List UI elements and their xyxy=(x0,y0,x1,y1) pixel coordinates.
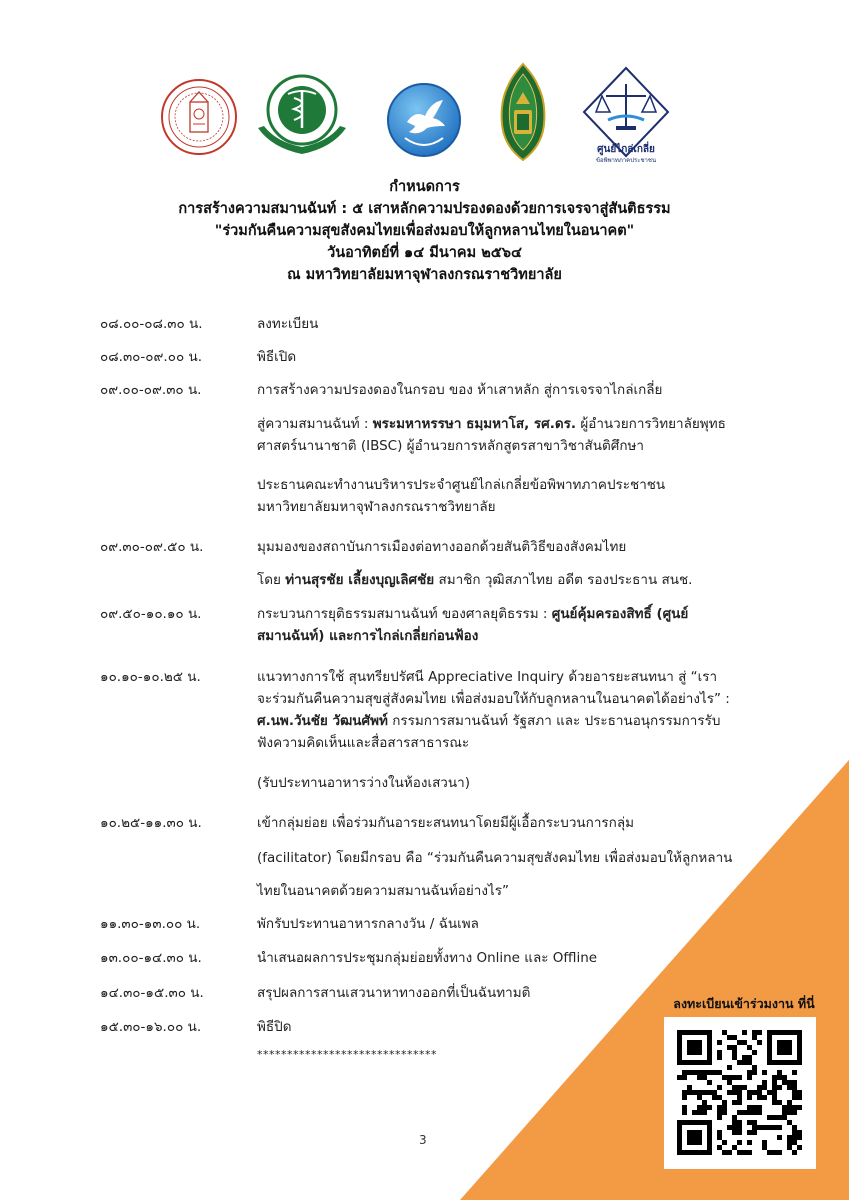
text-segment: แนวทางการใช้ สุนทรียปรัศนี Appreciative Inquiry ด้วยอารยะสนทนา สู่ “เรา xyxy=(257,669,718,685)
text-segment: ศาสตร์นานาชาติ (IBSC) ผู้อำนวยการหลักสูตรสาขาวิชาสันติศึกษา xyxy=(257,438,644,454)
description-line xyxy=(257,379,777,401)
green-shield-emblem-logo xyxy=(498,62,548,162)
schedule-time: ๐๙.๐๐-๐๙.๓๐ น. xyxy=(100,382,202,398)
speaker-name: ศ.นพ.วันชัย วัฒนศัพท์ xyxy=(257,713,388,729)
schedule-time: ๐๙.๓๐-๐๙.๕๐ น. xyxy=(100,539,204,555)
description-line xyxy=(257,346,777,368)
description-line xyxy=(257,732,777,754)
header-venue: ณ มหาวิทยาลัยมหาจุฬาลงกรณราชวิทยาลัย xyxy=(287,267,562,283)
text-segment: การสร้างความปรองดองในกรอบ ของ ห้าเสาหลัก สู่การเจรจาไกล่เกลี่ย xyxy=(257,382,663,398)
schedule-time: ๐๘.๓๐-๐๙.๐๐ น. xyxy=(100,349,202,365)
text-segment: สมาชิก วุฒิสภาไทย อดีต รองประธาน สนช. xyxy=(434,572,693,588)
speaker-name: พระมหาหรรษา ธมฺมหาโส, รศ.ดร. xyxy=(372,416,577,432)
schedule-description xyxy=(257,474,777,518)
text-segment: สู่ความสมานฉันท์ : xyxy=(257,416,373,432)
speaker-name: สมานฉันท์) และการไกล่เกลี่ยก่อนฟ้อง xyxy=(257,628,479,644)
text-segment: สรุปผลการสานเสวนาหาทางออกที่เป็นฉันทามติ xyxy=(257,985,531,1001)
description-line xyxy=(257,847,777,869)
schedule-description xyxy=(257,536,777,558)
schedule-time: ๐๘.๐๐-๐๘.๓๐ น. xyxy=(100,316,203,332)
schedule-description xyxy=(257,847,777,869)
description-line xyxy=(257,536,777,558)
text-segment: ประธานคณะทำงานบริหารประจำศูนย์ไกล่เกลี่ยข้อพิพาทภาคประชาชน xyxy=(257,477,666,493)
text-segment: โดย xyxy=(257,572,286,588)
schedule-time: ๑๔.๓๐-๑๕.๓๐ น. xyxy=(100,985,204,1001)
description-line xyxy=(257,413,777,435)
text-segment: มุมมองของสถาบันการเมืองต่อทางออกด้วยสันติวิธีของสังคมไทย xyxy=(257,539,627,555)
description-line xyxy=(257,474,777,496)
header-date: วันอาทิตย์ที่ ๑๔ มีนาคม ๒๕๖๔ xyxy=(327,245,522,261)
speaker-name: ศูนย์คุ้มครองสิทธิ์ (ศูนย์ xyxy=(551,606,689,622)
page-number: 3 xyxy=(419,1133,427,1147)
schedule-time: ๑๐.๑๐-๑๐.๒๕ น. xyxy=(100,669,201,685)
text-segment: พิธีปิด xyxy=(257,1019,292,1035)
schedule-description xyxy=(257,346,777,368)
qr-caption: ลงทะเบียนเข้าร่วมงาน ที่นี่ xyxy=(673,996,815,1011)
description-line xyxy=(257,710,777,732)
peace-dove-logo xyxy=(385,80,463,160)
ministry-public-health-logo xyxy=(252,70,352,160)
schedule-description xyxy=(257,569,777,591)
text-segment: ไทยในอนาคตด้วยความสมานฉันท์อย่างไร” xyxy=(257,883,509,899)
schedule-description xyxy=(257,913,777,935)
description-line xyxy=(257,772,777,794)
schedule-description xyxy=(257,603,777,647)
stars-divider: ****************************** xyxy=(257,1048,437,1061)
text-segment: กระบวนการยุติธรรมสมานฉันท์ ของศาลยุติธรรม : xyxy=(257,606,552,622)
text-segment: ฟังความคิดเห็นและสื่อสารสาธารณะ xyxy=(257,735,470,751)
registration-qr-code[interactable] xyxy=(664,1017,816,1169)
text-segment: พิธีเปิด xyxy=(257,349,297,365)
logo-row xyxy=(0,58,849,173)
text-segment: กรรมการสมานฉันท์ รัฐสภา และ ประธานอนุกรรมการรับ xyxy=(387,713,721,729)
schedule-description xyxy=(257,379,777,401)
schedule-description xyxy=(257,947,777,969)
description-line xyxy=(257,880,777,902)
description-line xyxy=(257,603,777,625)
description-line xyxy=(257,947,777,969)
schedule-time: ๑๑.๓๐-๑๓.๐๐ น. xyxy=(100,916,201,932)
text-segment: มหาวิทยาลัยมหาจุฬาลงกรณราชวิทยาลัย xyxy=(257,499,496,515)
schedule-description xyxy=(257,413,777,457)
schedule-description xyxy=(257,772,777,794)
description-line xyxy=(257,625,777,647)
description-line xyxy=(257,496,777,518)
schedule-description xyxy=(257,880,777,902)
text-segment: ผู้อำนวยการวิทยาลัยพุทธ xyxy=(576,416,726,432)
text-segment: ลงทะเบียน xyxy=(257,316,319,332)
text-segment: (facilitator) โดยมีกรอบ คือ “ร่วมกันคืนความสุขสังคมไทย เพื่อส่งมอบให้ลูกหลาน xyxy=(257,850,733,866)
text-segment: เข้ากลุ่มย่อย เพื่อร่วมกันอารยะสนทนาโดยมีผู้เอื้อกระบวนการกลุ่ม xyxy=(257,815,634,831)
speaker-name: ท่านสุรชัย เลี้ยงบุญเลิศชัย xyxy=(285,572,435,588)
schedule-description xyxy=(257,812,777,834)
description-line xyxy=(257,666,777,688)
schedule-time: ๐๙.๕๐-๑๐.๑๐ น. xyxy=(100,606,202,622)
university-seal-logo xyxy=(160,78,238,156)
text-segment: จะร่วมกันคืนความสุขสู่สังคมไทย เพื่อส่งมอบให้กับลูกหลานในอนาคตได้อย่างไร” : xyxy=(257,691,730,707)
description-line xyxy=(257,688,777,710)
text-segment: นำเสนอผลการประชุมกลุ่มย่อยทั้งทาง Online และ Offline xyxy=(257,950,598,966)
description-line xyxy=(257,569,777,591)
header-title: กำหนดการ xyxy=(389,179,460,195)
schedule-description xyxy=(257,666,777,754)
document-header xyxy=(60,176,789,286)
description-line xyxy=(257,435,777,457)
schedule-description xyxy=(257,313,777,335)
header-slogan: "ร่วมกันคืนความสุขสังคมไทยเพื่อส่งมอบให้ลูกหลานไทยในอนาคต" xyxy=(214,223,635,239)
schedule-time: ๑๓.๐๐-๑๔.๓๐ น. xyxy=(100,950,202,966)
description-line xyxy=(257,313,777,335)
mediation-center-name: ศูนย์ไกล่เกลี่ย xyxy=(597,144,655,155)
mediation-center-subtitle: ข้อพิพาทภาคประชาชน xyxy=(595,157,657,164)
description-line xyxy=(257,812,777,834)
schedule-time: ๑๐.๒๕-๑๑.๓๐ น. xyxy=(100,815,202,831)
text-segment: (รับประทานอาหารว่างในห้องเสวนา) xyxy=(257,775,470,791)
description-line xyxy=(257,913,777,935)
header-subject: การสร้างความสมานฉันท์ : ๕ เสาหลักความปรองดองด้วยการเจรจาสู่สันติธรรม xyxy=(178,201,671,217)
text-segment: พักรับประทานอาหารกลางวัน / ฉันเพล xyxy=(257,916,479,932)
mediation-center-logo xyxy=(580,66,672,166)
schedule-time: ๑๕.๓๐-๑๖.๐๐ น. xyxy=(100,1019,202,1035)
